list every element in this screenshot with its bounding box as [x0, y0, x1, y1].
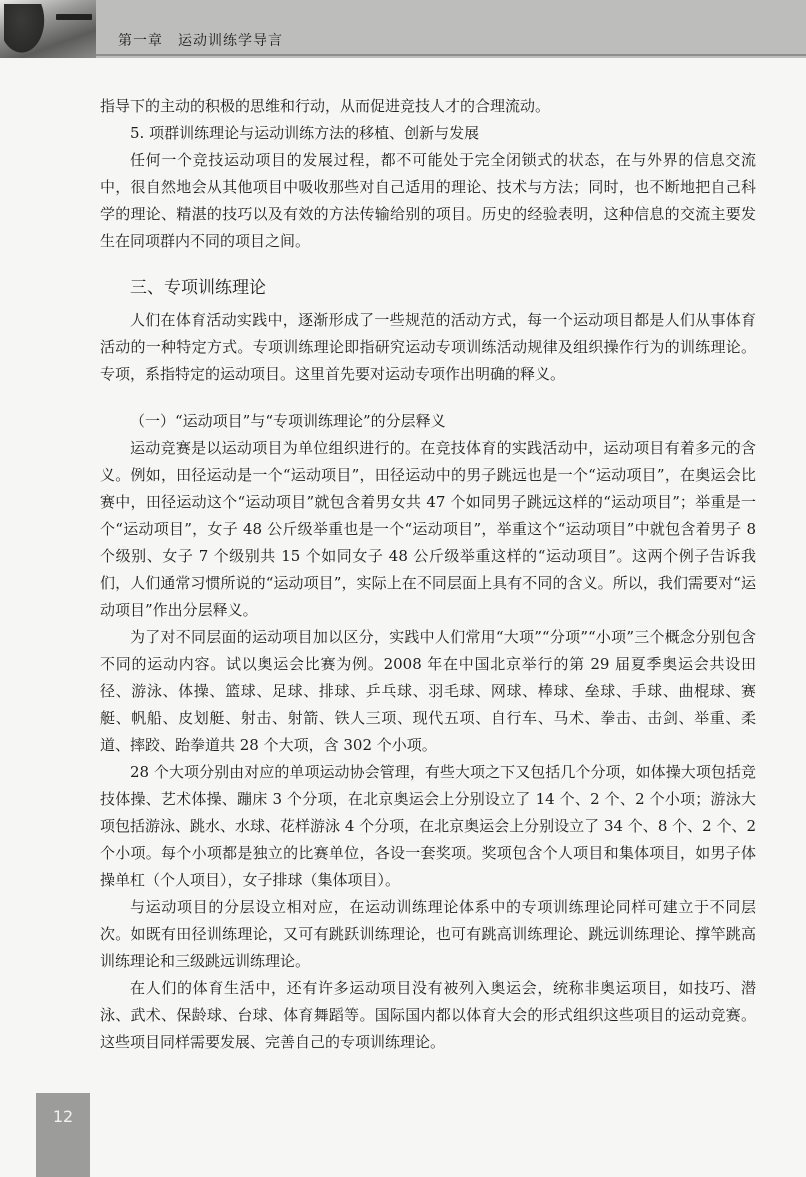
paragraph: 与运动项目的分层设立相对应，在运动训练理论体系中的专项训练理论同样可建立于不同层次。如既有田径训练理论，又可有跳跃训练理论，也可有跳高训练理论、跳远训练理论、撑竿跳高训练理论和三级跳远训练理论。 [100, 898, 756, 970]
header-divider [96, 54, 806, 56]
shooter-photo [0, 0, 96, 58]
chapter-title: 第一章 运动训练学导言 [118, 33, 283, 49]
page-body [100, 93, 756, 1056]
paragraph: 运动竞赛是以运动项目为单位组织进行的。在竞技体育的实践活动中，运动项目有着多元的含义。例如，田径运动是一个“运动项目”，田径运动中的男子跳远也是一个“运动项目”，在奥运会比赛中，田径运动这个“运动项目”就包含着男女共 47 个如同男子跳远这样的“运动项目”；举重是一个“运动项目”，女子 48 公斤级举重也是一个“运动项目”，举重这个“运动项目”中就包含着男子 8 个级别、女子 7 个级别共 15 个如同女子 48 公斤级举重这样的“运动项目”。这两个例子告诉我们，人们通常习惯所说的“运动项目”，实际上在不同层面上具有不同的含义。所以，我们需要对“运动项目”作出分层释义。 [100, 439, 756, 619]
page-number: 12 [52, 1107, 74, 1126]
item-heading: 5. 项群训练理论与运动训练方法的移植、创新与发展 [130, 124, 480, 142]
paragraph: 人们在体育活动实践中，逐渐形成了一些规范的活动方式，每一个运动项目都是人们从事体育活动的一种特定方式。专项训练理论即指研究运动专项训练活动规律及组织操作行为的训练理论。专项，系指特定的运动项目。这里首先要对运动专项作出明确的释义。 [100, 311, 756, 383]
paragraph-continued: 指导下的主动的积极的思维和行动，从而促进竞技人才的合理流动。 [100, 97, 551, 115]
paragraph: 在人们的体育生活中，还有许多运动项目没有被列入奥运会，统称非奥运项目，如技巧、潜泳、武术、保龄球、台球、体育舞蹈等。国际国内都以体育大会的形式组织这些项目的运动竞赛。这些项目同样需要发展、完善自己的专项训练理论。 [100, 979, 756, 1051]
page-header [0, 0, 806, 58]
section-heading: 三、专项训练理论 [130, 278, 266, 298]
page-number-tab [36, 1093, 90, 1177]
subsection-heading: （一）“运动项目”与“专项训练理论”的分层释义 [130, 412, 446, 430]
paragraph: 任何一个竞技运动项目的发展过程，都不可能处于完全闭锁式的状态，在与外界的信息交流中，很自然地会从其他项目中吸收那些对自己适用的理论、技术与方法；同时，也不断地把自己科学的理论、精湛的技巧以及有效的方法传输给别的项目。历史的经验表明，这种信息的交流主要发生在同项群内不同的项目之间。 [100, 151, 756, 250]
pistol-icon [56, 14, 92, 20]
paragraph: 为了对不同层面的运动项目加以区分，实践中人们常用“大项”“分项”“小项”三个概念分别包含不同的运动内容。试以奥运会比赛为例。2008 年在中国北京举行的第 29 届夏季奥运会共设田径、游泳、体操、篮球、足球、排球、乒乓球、羽毛球、网球、棒球、垒球、手球、曲棍球、赛艇、帆船、皮划艇、射击、射箭、铁人三项、现代五项、自行车、马术、拳击、击剑、举重、柔道、摔跤、跆拳道共 28 个大项，含 302 个小项。 [100, 628, 756, 754]
paragraph: 28 个大项分别由对应的单项运动协会管理，有些大项之下又包括几个分项，如体操大项包括竞技体操、艺术体操、蹦床 3 个分项，在北京奥运会上分别设立了 14 个、2 个、2 个小项；游泳大项包括游泳、跳水、水球、花样游泳 4 个分项，在北京奥运会上分别设立了 34 个、8 个、2 个、2 个小项。每个小项都是独立的比赛单位，各设一套奖项。奖项包含个人项目和集体项目，如男子体操单杠（个人项目），女子排球（集体项目）。 [100, 763, 756, 889]
shooter-figure [4, 4, 48, 58]
